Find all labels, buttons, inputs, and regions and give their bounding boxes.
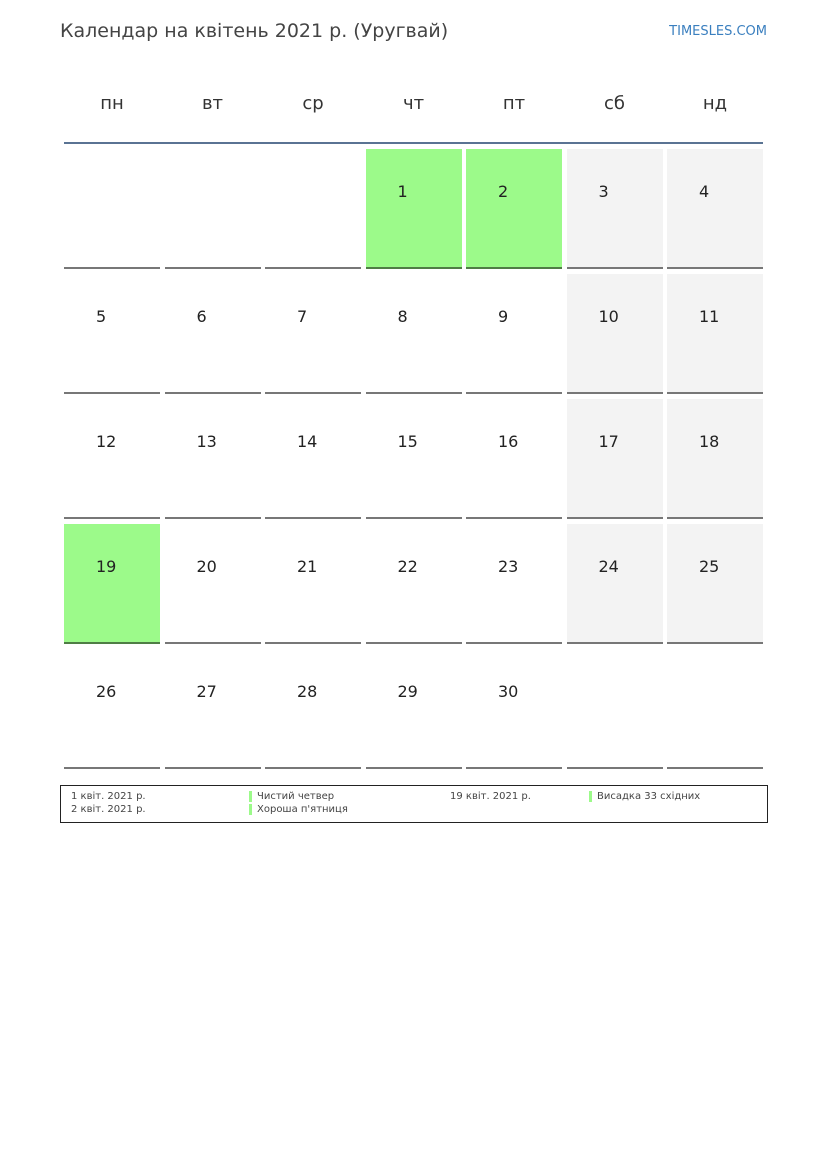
legend-date-3: 19 квіт. 2021 р. [450, 791, 531, 802]
day-number: 3 [598, 182, 609, 201]
day-cell-9 [466, 274, 562, 394]
day-number: 20 [196, 557, 217, 576]
day-cell-7 [265, 274, 361, 394]
day-cell-23 [466, 524, 562, 644]
day-cell-24 [567, 524, 663, 644]
day-cell-13 [165, 399, 261, 519]
day-cell-6 [165, 274, 261, 394]
day-number: 11 [699, 307, 720, 326]
legend-name-1: Чистий четвер [257, 791, 335, 802]
day-cell-18 [667, 399, 763, 519]
day-number: 28 [297, 682, 318, 701]
day-cell-2 [466, 149, 562, 269]
day-cell-20 [165, 524, 261, 644]
weekday-tue: вт [201, 93, 224, 114]
day-cell-12 [64, 399, 160, 519]
weekday-fri: пт [502, 93, 526, 114]
empty-day-cell [165, 149, 261, 269]
weekday-sun: нд [702, 93, 728, 114]
day-cell-16 [466, 399, 562, 519]
day-number: 19 [96, 557, 117, 576]
day-number: 23 [498, 557, 519, 576]
weekday-header [64, 80, 763, 128]
day-cell-15 [366, 399, 462, 519]
empty-day-cell [64, 149, 160, 269]
day-number: 5 [96, 307, 107, 326]
weekday-mon: пн [100, 93, 124, 114]
day-number: 1 [397, 182, 408, 201]
day-number: 26 [96, 682, 117, 701]
day-number: 27 [196, 682, 217, 701]
legend-marker-2 [249, 804, 252, 815]
day-number: 21 [297, 557, 318, 576]
day-number: 22 [397, 557, 418, 576]
day-cell-21 [265, 524, 361, 644]
day-cell-30 [466, 649, 562, 769]
legend-marker-1 [249, 791, 252, 802]
day-cell-29 [366, 649, 462, 769]
day-cell-5 [64, 274, 160, 394]
day-number: 8 [397, 307, 408, 326]
empty-day-cell [567, 649, 663, 769]
day-cell-4 [667, 149, 763, 269]
day-cell-17 [567, 399, 663, 519]
header-divider [64, 142, 763, 144]
day-cell-3 [567, 149, 663, 269]
day-number: 29 [397, 682, 418, 701]
day-number: 13 [196, 432, 217, 451]
calendar-grid [64, 149, 763, 770]
day-cell-1 [366, 149, 462, 269]
legend-date-2: 2 квіт. 2021 р. [71, 804, 146, 815]
day-number: 10 [598, 307, 619, 326]
day-number: 6 [196, 307, 207, 326]
site-link[interactable]: TIMESLES.COM [669, 24, 767, 39]
day-cell-25 [667, 524, 763, 644]
empty-day-cell [265, 149, 361, 269]
day-cell-26 [64, 649, 160, 769]
holiday-legend [60, 785, 768, 823]
empty-day-cell [667, 649, 763, 769]
day-number: 15 [397, 432, 418, 451]
page-title: Календар на квітень 2021 р. (Уругвай) [60, 20, 449, 42]
day-cell-14 [265, 399, 361, 519]
day-cell-11 [667, 274, 763, 394]
day-number: 18 [699, 432, 720, 451]
legend-marker-3 [589, 791, 592, 802]
day-cell-8 [366, 274, 462, 394]
legend-name-2: Хороша п'ятниця [257, 804, 348, 815]
day-number: 25 [699, 557, 720, 576]
day-number: 4 [699, 182, 710, 201]
weekday-sat: сб [604, 93, 625, 114]
legend-date-1: 1 квіт. 2021 р. [71, 791, 146, 802]
day-number: 12 [96, 432, 117, 451]
day-number: 14 [297, 432, 318, 451]
day-cell-28 [265, 649, 361, 769]
day-cell-19 [64, 524, 160, 644]
day-number: 9 [498, 307, 509, 326]
legend-name-3: Висадка 33 східних [597, 791, 701, 802]
day-number: 17 [598, 432, 619, 451]
day-number: 24 [598, 557, 619, 576]
day-number: 2 [498, 182, 509, 201]
day-number: 16 [498, 432, 519, 451]
weekday-thu: чт [402, 93, 425, 114]
day-cell-22 [366, 524, 462, 644]
day-number: 7 [297, 307, 308, 326]
day-number: 30 [498, 682, 519, 701]
weekday-wed: ср [302, 93, 324, 114]
day-cell-27 [165, 649, 261, 769]
day-cell-10 [567, 274, 663, 394]
